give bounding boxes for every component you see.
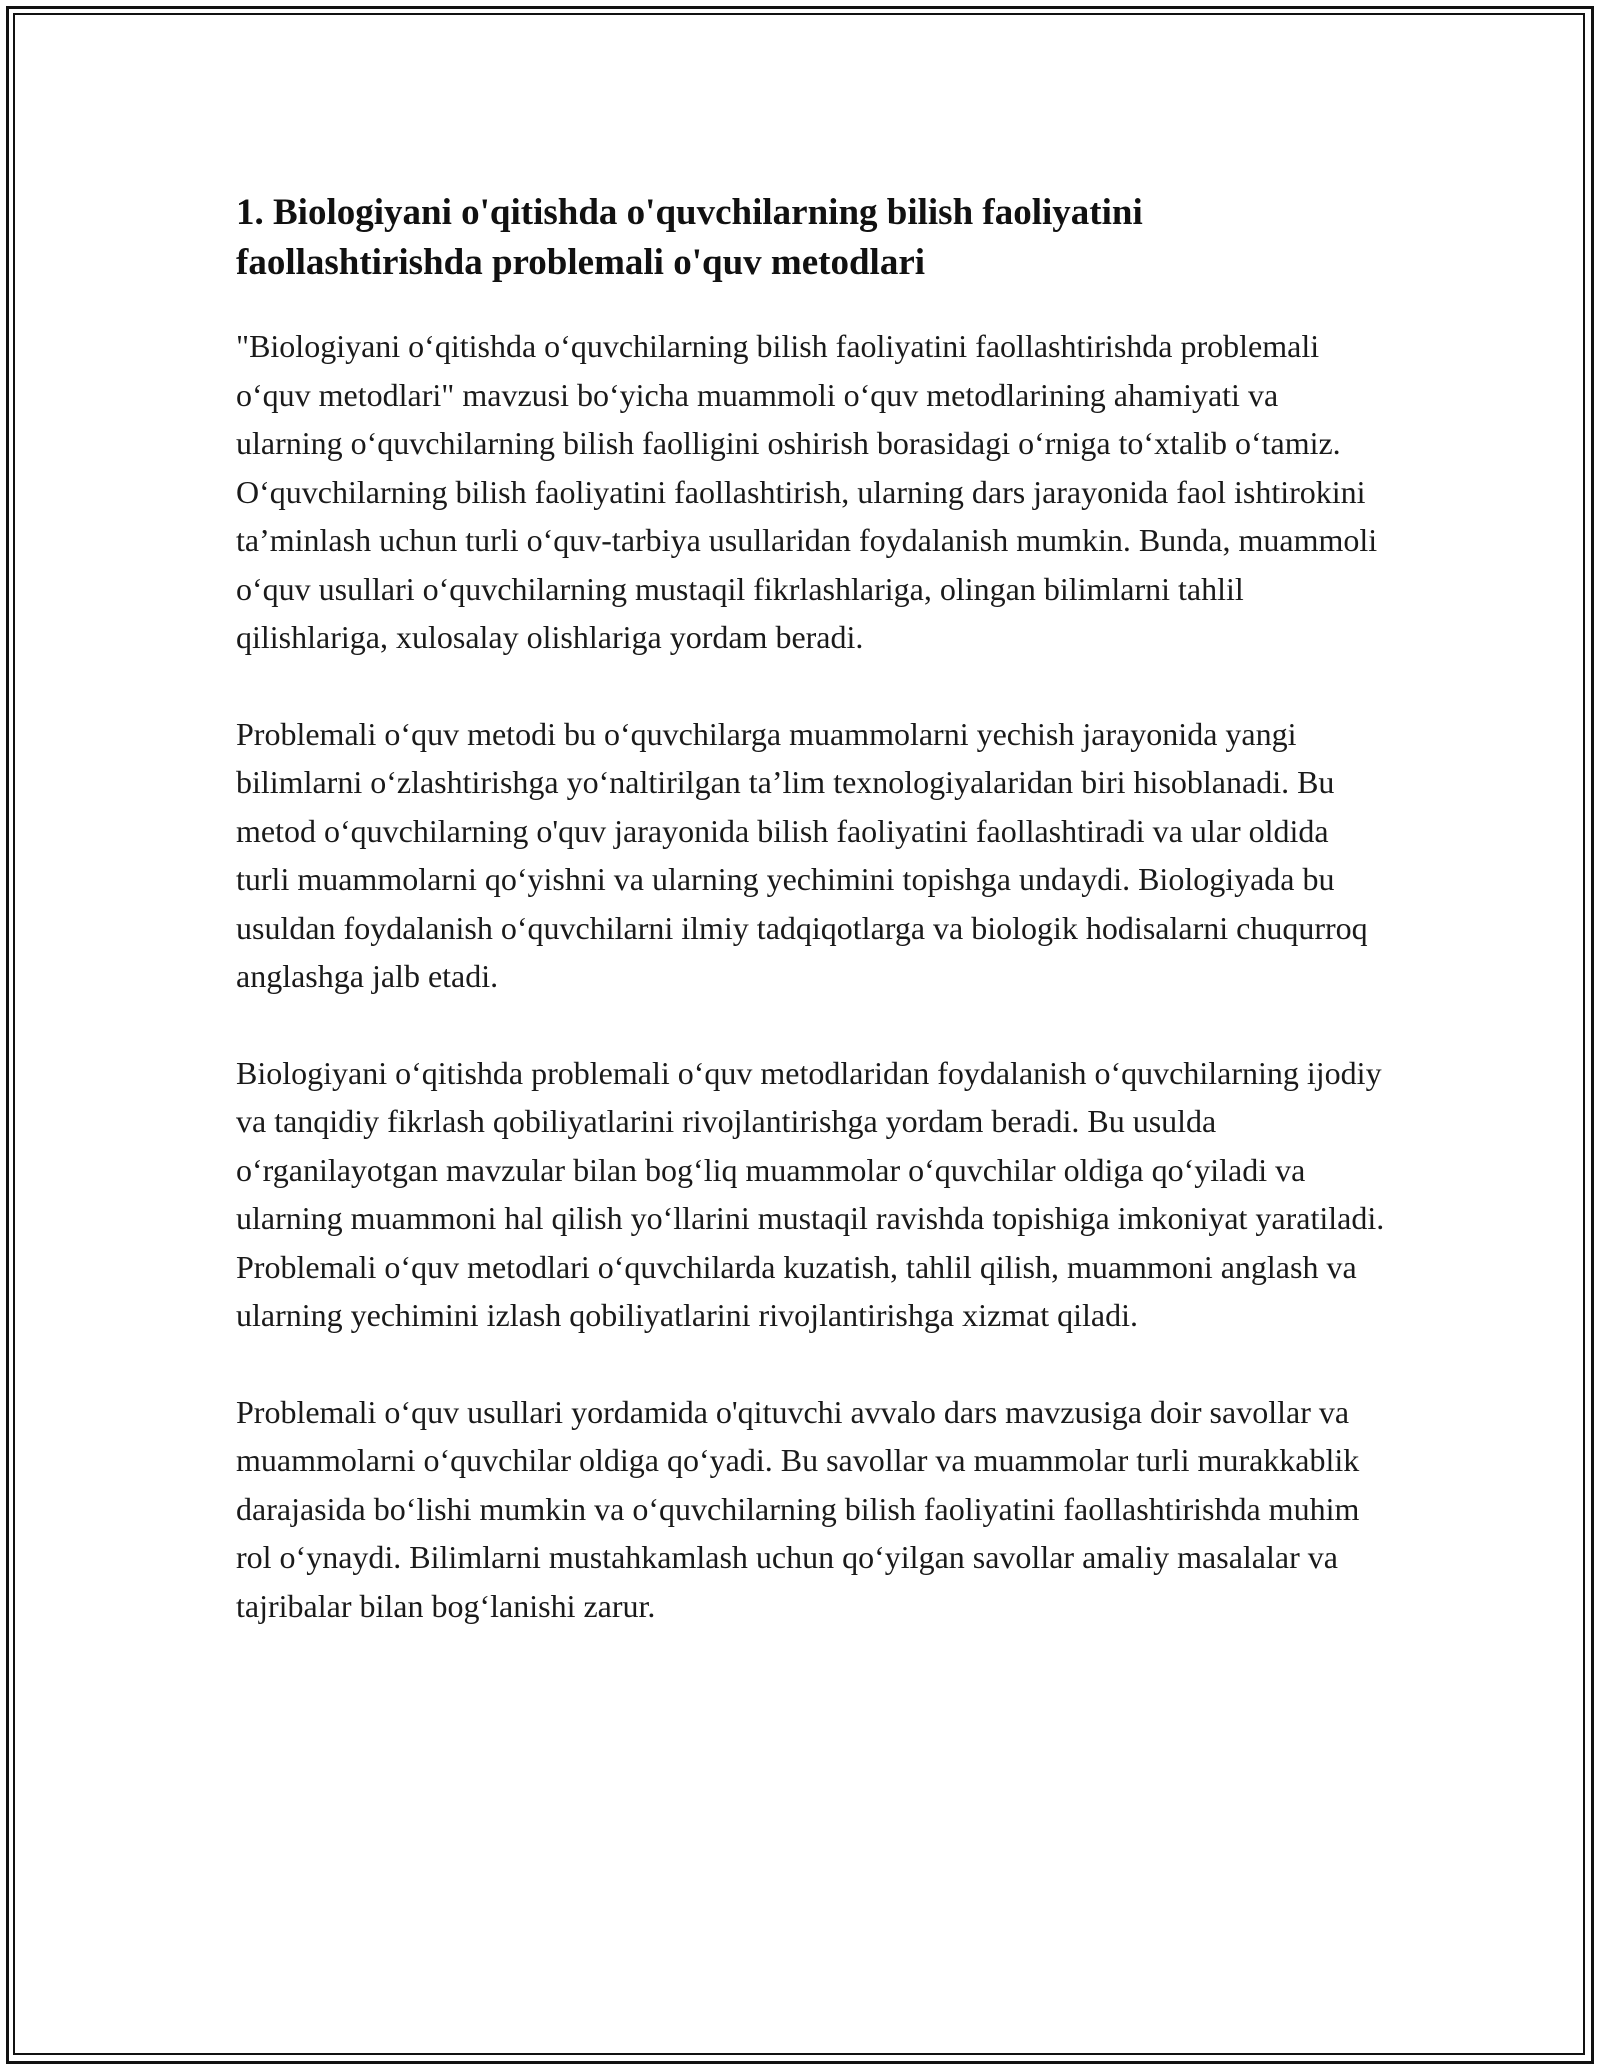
paragraph-2: Problemali o‘quv metodi bu o‘quvchilarga muammolarni yechish jarayonida yangi bilimlarni o‘zlashtirishga yo‘naltirilgan ta’lim texnologiyalaridan biri hisoblanadi. Bu metod o‘quvchilarning o'quv jarayonida bilish faoliyatini faollashtiradi va ular oldida turli muammolarni qo‘yishni va ularning yechimini topishga undaydi. Biologiyada bu usuldan foydalanish o‘quvchilarni ilmiy tadqiqotlarga va biologik hodisalarni chuqurroq anglashga jalb etadi. — [236, 715, 1368, 994]
paragraph-3: Biologiyani o‘qitishda problemali o‘quv metodlaridan foydalanish o‘quvchilarning ijodiy va tanqidiy fikrlash qobiliyatlarini rivojlantirishga yordam beradi. Bu usulda o‘rganilayotgan mavzular bilan bog‘liq muammolar o‘quvchilar oldiga qo‘yiladi va ularning muammoni hal qilish yo‘llarini mustaqil ravishda topishiga imkoniyat yaratiladi. Problemali o‘quv metodlari o‘quvchilarda kuzatish, tahlil qilish, muammoni anglash va ularning yechimini izlash qobiliyatlarini rivojlantirishga xizmat qiladi. — [236, 1054, 1385, 1333]
document-body — [236, 188, 1386, 1630]
document-title: 1. Biologiyani o'qitishda o'quvchilarning bilish faoliyatini faollashtirishda problemali o'quv metodlari — [236, 192, 1143, 283]
paragraph-4: Problemali o‘quv usullari yordamida o'qituvchi avvalo dars mavzusiga doir savollar va muammolarni o‘quvchilar oldiga qo‘yadi. Bu savollar va muammolar turli murakkablik darajasida bo‘lishi mumkin va o‘quvchilarning bilish faoliyatini faollashtirishda muhim rol o‘ynaydi. Bilimlarni mustahkamlash uchun qo‘yilgan savollar amaliy masalalar va tajribalar bilan bog‘lanishi zarur. — [236, 1393, 1360, 1624]
paragraph-1: "Biologiyani o‘qitishda o‘quvchilarning bilish faoliyatini faollashtirishda problemali o‘quv metodlari" mavzusi bo‘yicha muammoli o‘quv metodlarining ahamiyati va ularning o‘quvchilarning bilish faolligini oshirish borasidagi o‘rniga to‘xtalib o‘tamiz. O‘quvchilarning bilish faoliyatini faollashtirish, ularning dars jarayonida faol ishtirokini ta’minlash uchun turli o‘quv-tarbiya usullaridan foydalanish mumkin. Bunda, muammoli o‘quv usullari o‘quvchilarning mustaqil fikrlashlariga, olingan bilimlarni tahlil qilishlariga, xulosalay olishlariga yordam beradi. — [236, 328, 1378, 655]
